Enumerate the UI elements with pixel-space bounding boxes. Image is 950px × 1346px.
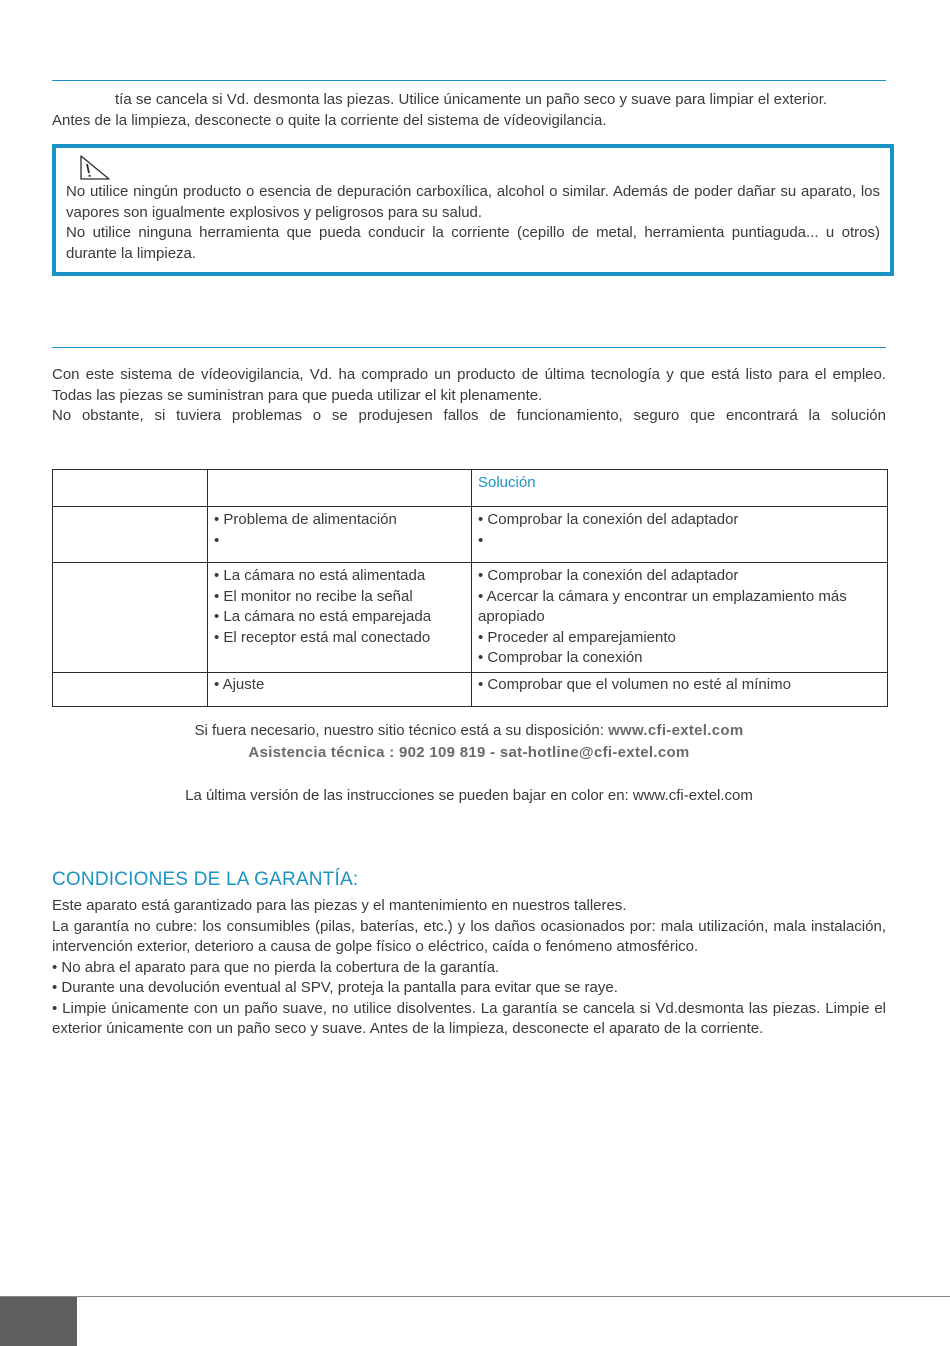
solution-item: • Comprobar la conexión del adaptador — [478, 567, 739, 584]
intro-paragraph-1: Con este sistema de vídeovigilancia, Vd. ha comprado un producto de última tecnología y que está listo para el empleo. Todas las piezas se suministran para que pueda utilizar el kit plenamente. — [52, 366, 886, 404]
table-row — [53, 672, 888, 706]
table-header-row — [53, 470, 888, 507]
warranty-heading: CONDICIONES DE LA GARANTÍA: — [52, 869, 359, 890]
solution-item: • Comprobar la conexión del adaptador — [478, 511, 739, 528]
header-solution: Solución — [472, 470, 888, 507]
solution-item: • Proceder al emparejamiento — [478, 628, 676, 646]
troubleshooting-table — [52, 469, 888, 707]
cleaning-rule — [52, 80, 886, 81]
cleaning-line-1: tía se cancela si Vd. desmonta las piezas. Utilice únicamente un paño seco y suave para limpiar el exterior. — [115, 91, 828, 108]
cause-item: • Problema de alimentación — [214, 511, 397, 528]
causes-cell — [208, 672, 472, 706]
cause-item: • El receptor está mal conectado — [214, 628, 431, 646]
warranty-line: • Limpie únicamente con un paño suave, no utilice disolventes. La garantía se cancela si Vd.desmonta las piezas. Limpie el exterior únicamente con un paño seco y suave. Antes de la limpieza, desconecte el aparato de la corriente. — [52, 999, 886, 1037]
footer-page-tab — [0, 1297, 77, 1346]
warning-triangle-icon — [78, 154, 112, 182]
cleaning-text — [52, 90, 886, 131]
header-cell — [53, 470, 208, 507]
warning-text-1: No utilice ningún producto o esencia de depuración carboxílica, alcohol o similar. Además de poder dañar su aparato, los vapores son igualmente explosivos y peligrosos para su salud. — [66, 183, 880, 221]
cause-item: • La cámara no está alimentada — [214, 567, 426, 584]
cause-item: • El monitor no recibe la señal — [214, 587, 413, 605]
support-text: Si fuera necesario, nuestro sitio técnico está a su disposición: — [194, 722, 609, 739]
footer-rule — [0, 1296, 950, 1297]
warning-text-2: No utilice ninguna herramienta que pueda conducir la corriente (cepillo de metal, herramienta puntiaguda... u otros) durante la limpieza. — [66, 224, 880, 262]
cause-item: • La cámara no está emparejada — [214, 608, 432, 625]
warranty-line: Este aparato está garantizado para las piezas y el mantenimiento en nuestros talleres. — [52, 897, 627, 914]
solution-item: • — [478, 531, 484, 549]
intro-paragraph-2: No obstante, si tuviera problemas o se produjesen fallos de funcionamiento, seguro que encontrará la solución — [52, 407, 886, 424]
solutions-cell — [472, 507, 888, 563]
warranty-text — [52, 896, 886, 1040]
warranty-line: • No abra el aparato para que no pierda la cobertura de la garantía. — [52, 958, 500, 976]
download-info: La última versión de las instrucciones se pueden bajar en color en: www.cfi-extel.com — [185, 787, 753, 804]
warning-box — [52, 144, 894, 276]
cause-item: • — [214, 531, 220, 549]
warranty-line: La garantía no cubre: los consumibles (pilas, baterías, etc.) y los daños ocasionados por: mala utilización, mala instalación, intervención exterior, deterioro a causa de golpe físico o eléctrico, caída o fenómeno atmosférico. — [52, 917, 886, 955]
cause-item: • Ajuste — [214, 675, 265, 693]
troubleshooting-rule — [52, 347, 886, 348]
solution-item: • Comprobar la conexión — [478, 649, 643, 666]
intro-text — [52, 365, 886, 427]
support-line — [52, 721, 886, 742]
support-hotline: Asistencia técnica : 902 109 819 - sat-hotline@cfi-extel.com — [248, 744, 690, 761]
solution-item: • Acercar la cámara y encontrar un emplazamiento más apropiado — [478, 587, 847, 625]
support-website-link[interactable]: www.cfi-extel.com — [608, 722, 744, 739]
table-row — [53, 507, 888, 563]
problem-cell — [53, 563, 208, 673]
cleaning-line-2: Antes de la limpieza, desconecte o quite la corriente del sistema de vídeovigilancia. — [52, 111, 607, 129]
solutions-cell — [472, 563, 888, 673]
header-cell — [208, 470, 472, 507]
causes-cell — [208, 507, 472, 563]
solutions-cell — [472, 672, 888, 706]
warranty-line: • Durante una devolución eventual al SPV, proteja la pantalla para evitar que se raye. — [52, 979, 618, 996]
solution-item: • Comprobar que el volumen no esté al mínimo — [478, 675, 791, 693]
causes-cell — [208, 563, 472, 673]
problem-cell — [53, 672, 208, 706]
table-row — [53, 563, 888, 673]
problem-cell — [53, 507, 208, 563]
